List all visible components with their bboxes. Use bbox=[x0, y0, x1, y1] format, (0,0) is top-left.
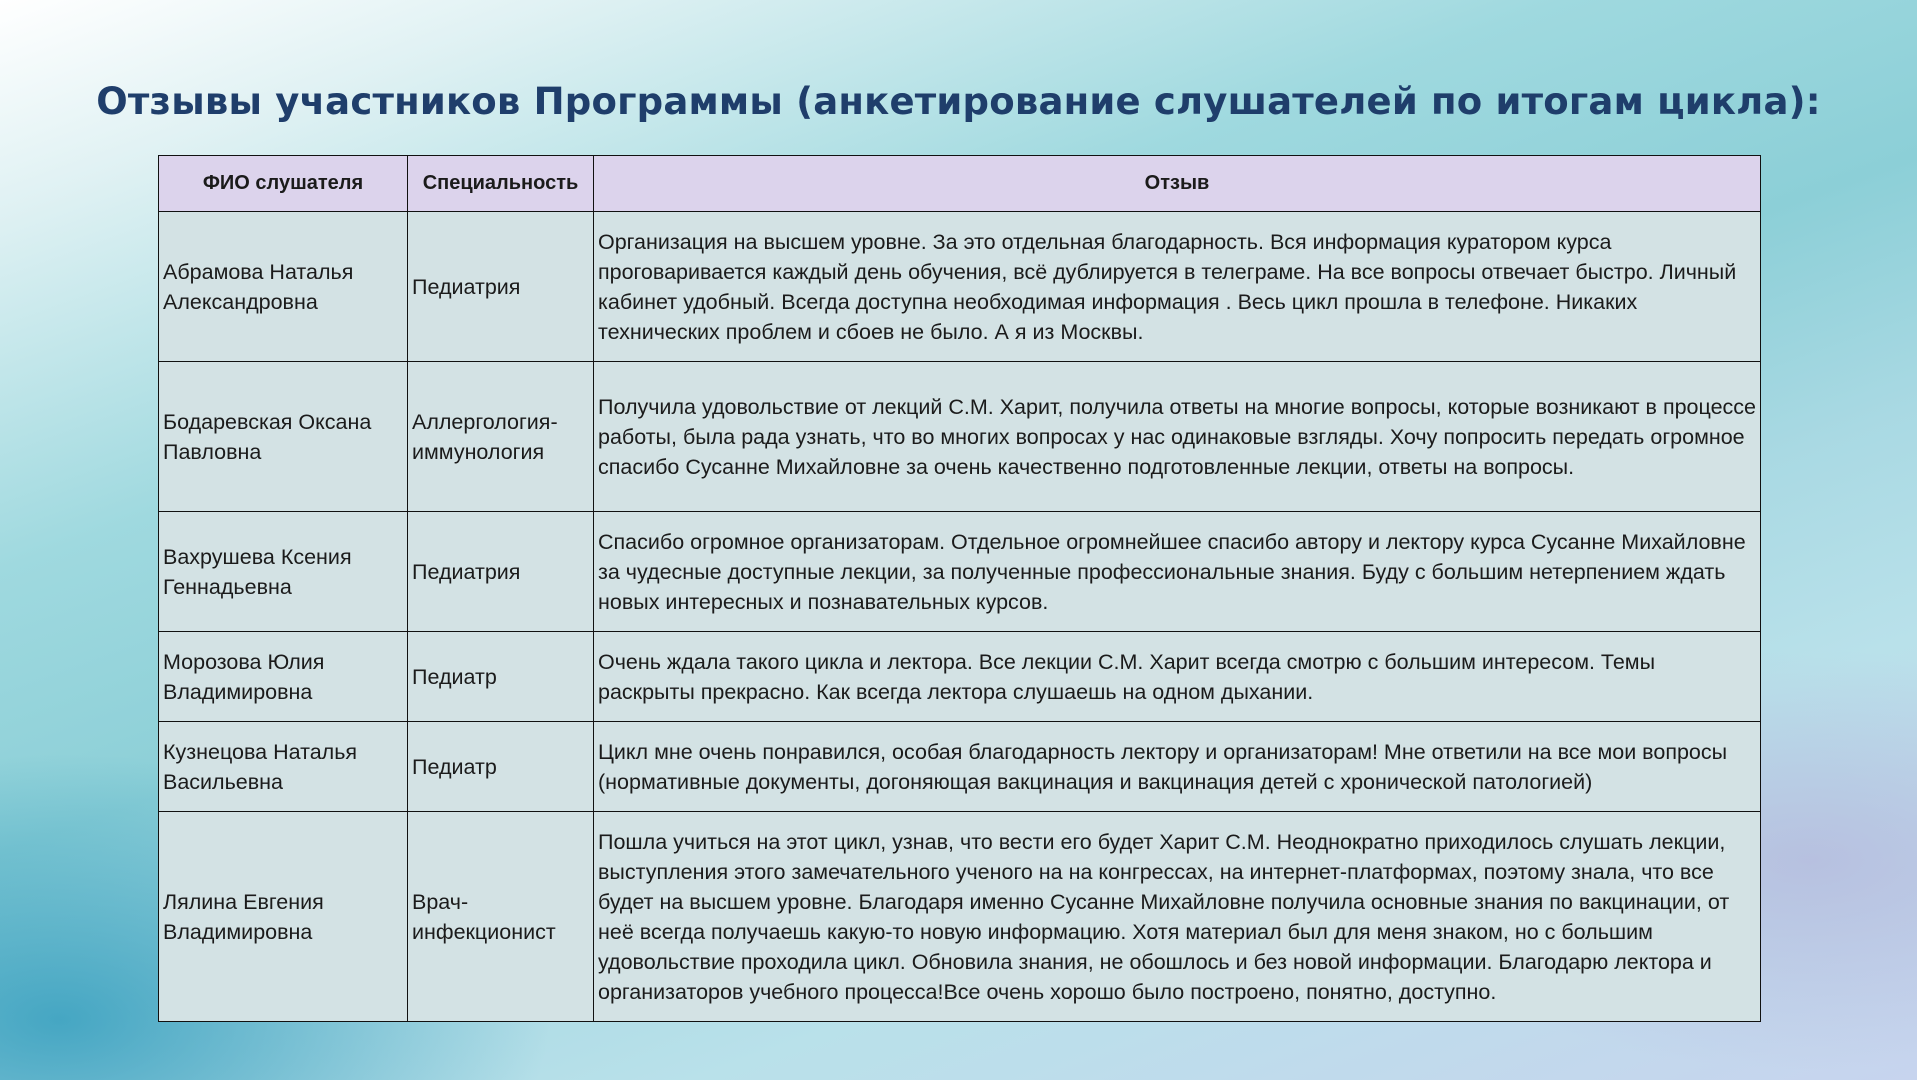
column-header-name: ФИО слушателя bbox=[159, 156, 408, 212]
table-row bbox=[159, 632, 1761, 722]
cell-specialty: Аллергология-иммунология bbox=[408, 362, 594, 512]
cell-review: Организация на высшем уровне. За это отдельная благодарность. Вся информация куратором курса проговаривается каждый день обучения, всё дублируется в телеграме. На все вопросы отвечает быстро. Личный кабинет удобный. Всегда доступна необходимая информация . Весь цикл прошла в телефоне. Никаких технических проблем и сбоев не было. А я из Москвы. bbox=[594, 212, 1761, 362]
cell-name: Лялина Евгения Владимировна bbox=[159, 812, 408, 1022]
cell-review: Спасибо огромное организаторам. Отдельное огромнейшее спасибо автору и лектору курса Сусанне Михайловне за чудесные доступные лекции, за полученные профессиональные знания. Буду с большим нетерпением ждать новых интересных и познавательных курсов. bbox=[594, 512, 1761, 632]
cell-specialty: Педиатрия bbox=[408, 512, 594, 632]
column-header-review: Отзыв bbox=[594, 156, 1761, 212]
cell-specialty: Педиатр bbox=[408, 632, 594, 722]
table-row bbox=[159, 722, 1761, 812]
cell-name: Морозова Юлия Владимировна bbox=[159, 632, 408, 722]
cell-review: Получила удовольствие от лекций С.М. Харит, получила ответы на многие вопросы, которые возникают в процессе работы, была рада узнать, что во многих вопросах у нас одинаковые взгляды. Хочу попросить передать огромное спасибо Сусанне Михайловне за очень качественно подготовленные лекции, ответы на вопросы. bbox=[594, 362, 1761, 512]
table-header-row bbox=[159, 156, 1761, 212]
cell-review: Очень ждала такого цикла и лектора. Все лекции С.М. Харит всегда смотрю с большим интересом. Темы раскрыты прекрасно. Как всегда лектора слушаешь на одном дыхании. bbox=[594, 632, 1761, 722]
table-row bbox=[159, 812, 1761, 1022]
page-title: Отзывы участников Программы (анкетирование слушателей по итогам цикла): bbox=[96, 80, 1821, 123]
cell-name: Бодаревская Оксана Павловна bbox=[159, 362, 408, 512]
cell-review: Пошла учиться на этот цикл, узнав, что вести его будет Харит С.М. Неоднократно приходилось слушать лекции, выступления этого замечательного ученого на на конгрессах, на интернет-платформах, поэтому знала, что все будет на высшем уровне. Благодаря именно Сусанне Михайловне получила основные знания по вакцинации, от неё всегда получаешь какую-то новую информацию. Хотя материал был для меня знаком, но с большим удовольствие проходила цикл. Обновила знания, не обошлось и без новой информации. Благодарю лектора и организаторов учебного процесса!Все очень хорошо было построено, понятно, доступно. bbox=[594, 812, 1761, 1022]
table-row bbox=[159, 512, 1761, 632]
reviews-table bbox=[158, 155, 1761, 1022]
cell-specialty: Педиатр bbox=[408, 722, 594, 812]
table-row bbox=[159, 362, 1761, 512]
cell-name: Кузнецова Наталья Васильевна bbox=[159, 722, 408, 812]
cell-name: Абрамова Наталья Александровна bbox=[159, 212, 408, 362]
cell-review: Цикл мне очень понравился, особая благодарность лектору и организаторам! Мне ответили на все мои вопросы (нормативные документы, догоняющая вакцинация и вакцинация детей с хронической патологией) bbox=[594, 722, 1761, 812]
column-header-specialty: Специальность bbox=[408, 156, 594, 212]
table-row bbox=[159, 212, 1761, 362]
cell-specialty: Педиатрия bbox=[408, 212, 594, 362]
cell-specialty: Врач-инфекционист bbox=[408, 812, 594, 1022]
cell-name: Вахрушева Ксения Геннадьевна bbox=[159, 512, 408, 632]
